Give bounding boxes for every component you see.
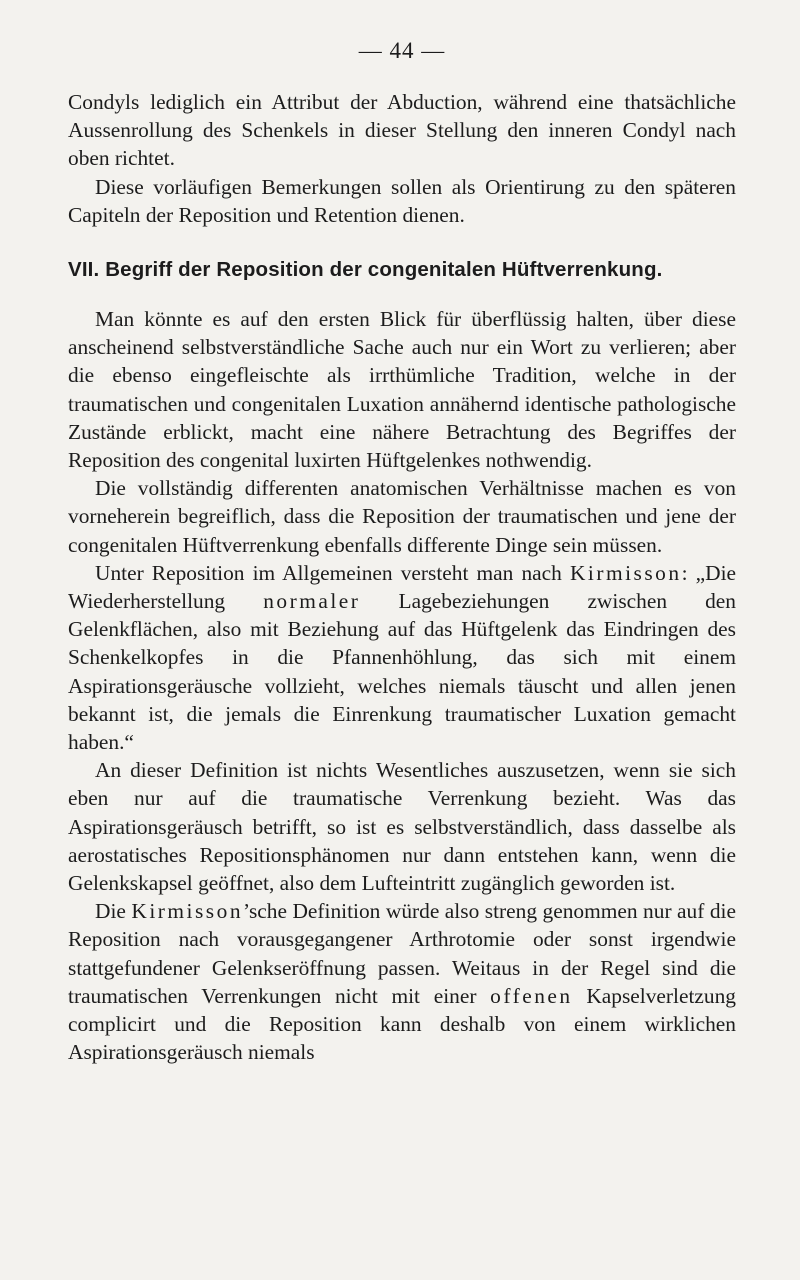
book-page (68, 36, 736, 1067)
paragraph-continuation: Condyls lediglich ein Attribut der Abduction, während eine thatsächliche Aussenrollung des Schenkels in dieser Stellung den inneren Condyl nach oben richtet. (68, 90, 736, 171)
section-heading: VII. Begriff der Reposition der congenitalen Hüftverrenkung. (68, 258, 663, 282)
paragraph: Diese vorläufigen Bemerkungen sollen als Orientirung zu den späteren Capiteln der Reposition und Retention dienen. (68, 174, 736, 227)
text-run: Lagebeziehungen zwischen den Gelenkflächen, also mit Beziehung auf das Hüftgelenk das Eindringen des Schenkelkopfes in die Pfannenhöhlung, das sich mit einem Aspirationsgeräusche vollzieht, welches niemals täuscht und allen jenen bekannt ist, die jemals die Einrenkung traumatischer Luxation gemacht haben.“ (68, 589, 736, 755)
text-run: : „Die Wiederherstellung (68, 560, 737, 614)
emphasis: offenen (490, 983, 573, 1008)
text-run: Kapselverletzung complicirt und die Reposition kann deshalb von einem wirklichen Aspirationsgeräusch niemals (68, 983, 736, 1065)
author-name: Kirmisson (131, 899, 244, 924)
author-name: Kirmisson (569, 560, 682, 585)
paragraph: An dieser Definition ist nichts Wesentliches auszusetzen, wenn sie sich eben nur auf die traumatische Verrenkung bezieht. Was das Aspirationsgeräusch betrifft, so ist es selbstverständlich, dass dasselbe als aerostatisches Repositionsphänomen nur dann entstehen kann, wenn die Gelenkskapsel geöffnet, also dem Lufteintritt zugänglich geworden ist. (68, 758, 736, 896)
paragraph-definition (68, 559, 736, 756)
paragraph (68, 897, 736, 1066)
text-run: Die (95, 899, 132, 924)
page-number: — 44 — (358, 38, 446, 63)
emphasis: normaler (263, 589, 361, 614)
text-run: ’sche Definition würde also streng genommen nur auf die Reposition nach vorausgegangener Arthrotomie oder sonst irgendwie stattgefundener Gelenkseröffnung passen. Weitaus in der Regel sind die traumatischen Verrenkungen nicht mit einer (68, 899, 736, 1008)
paragraph: Man könnte es auf den ersten Blick für überflüssig halten, über diese anscheinend selbstverständliche Sache auch nur ein Wort zu verlieren; aber die ebenso eingefleischte als irrthümliche Tradition, welche in der traumatischen und congenitalen Luxation annähernd identische pathologische Zustände erblickt, macht eine nähere Betrachtung des Begriffes der Reposition des congenital luxirten Hüftgelenkes nothwendig. (68, 307, 736, 473)
text-run: Unter Reposition im Allgemeinen versteht man nach (95, 560, 570, 585)
paragraph: Die vollständig differenten anatomischen Verhältnisse machen es von vorneherein begreiflich, dass die Reposition der traumatischen und jene der congenitalen Hüftverrenkung ebenfalls differente Dinge sein müssen. (68, 476, 736, 557)
